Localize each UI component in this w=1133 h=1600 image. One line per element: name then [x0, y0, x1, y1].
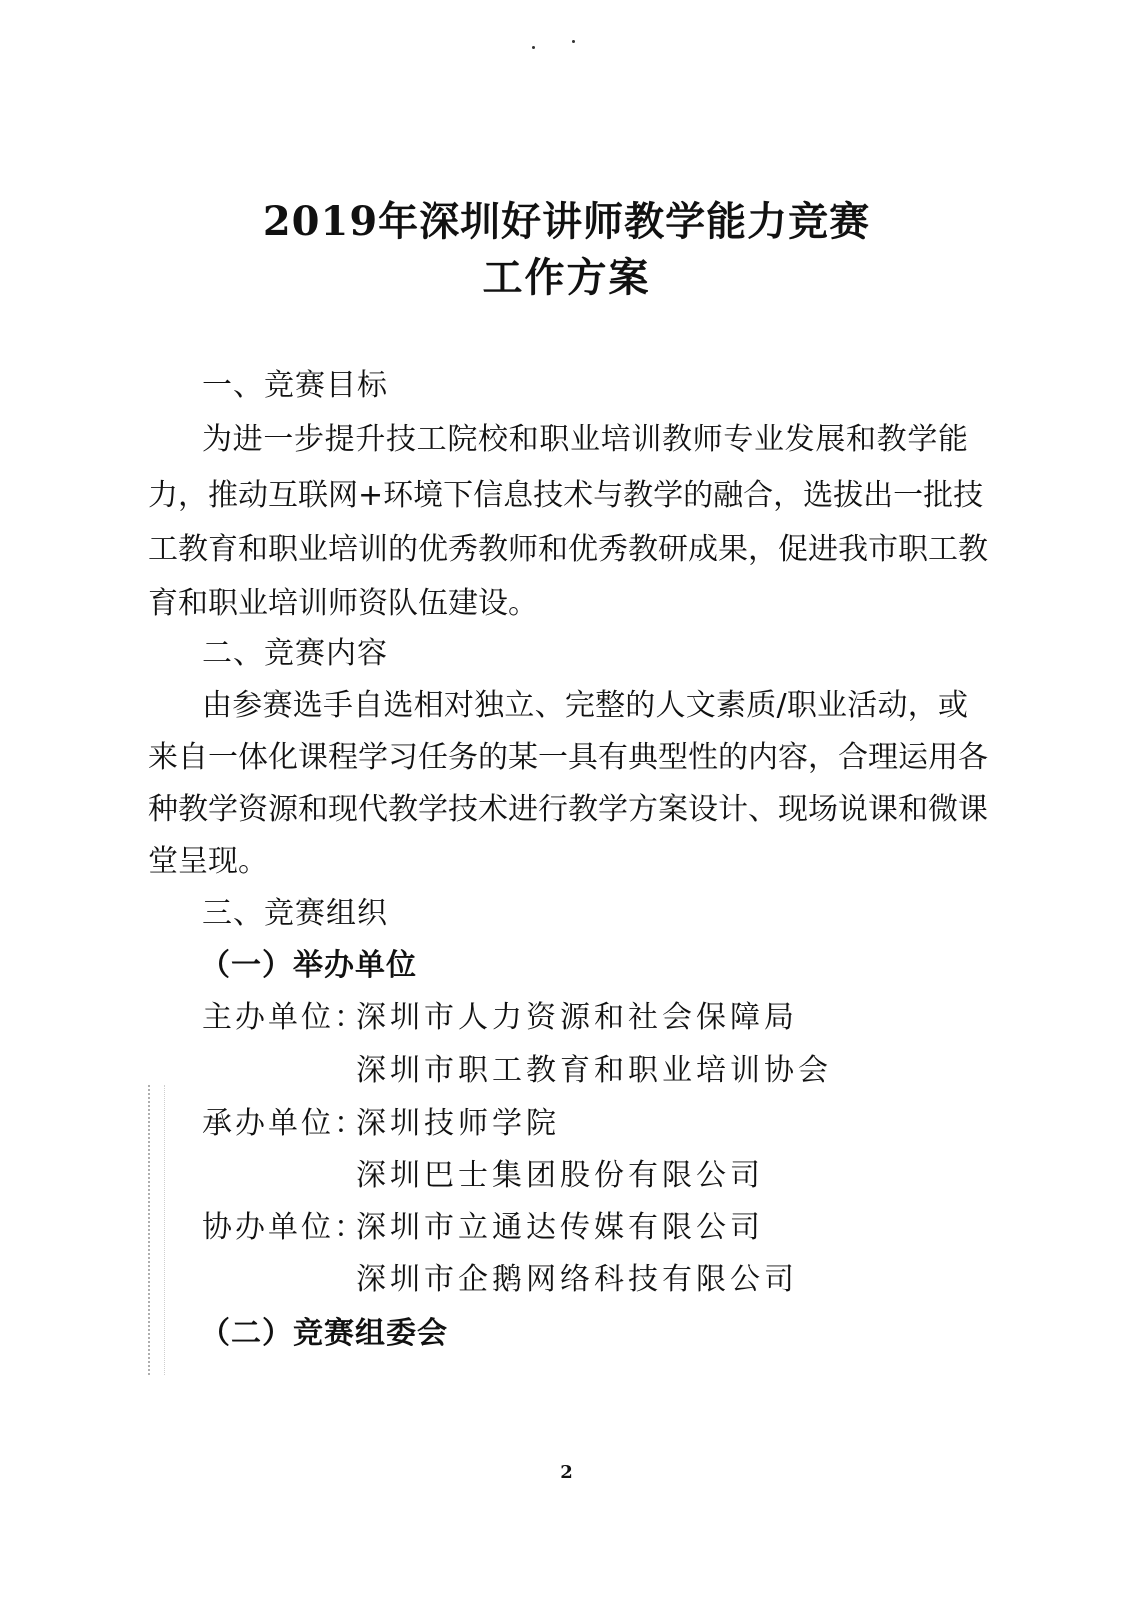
section-2-line: 种教学资源和现代教学技术进行教学方案设计、现场说课和微课 [148, 792, 988, 827]
document-subtitle: 工作方案 [482, 254, 651, 301]
section-1-heading: 一、竞赛目标 [202, 368, 388, 403]
scan-speck [532, 46, 535, 49]
section-2-line: 来自一体化课程学习任务的某一具有典型性的内容，合理运用各 [148, 740, 988, 775]
host-label: 主办单位： [202, 1000, 367, 1035]
section-1-line: 力，推动互联网+环境下信息技术与教学的融合，选拔出一批技 [148, 478, 984, 513]
section-1-line: 育和职业培训师资队伍建设。 [148, 586, 538, 621]
document-title: 2019年深圳好讲师教学能力竞赛 [262, 198, 871, 245]
organizer-label: 承办单位： [202, 1106, 367, 1141]
subsection-hosts-heading: （一）举办单位 [200, 948, 417, 983]
co-organizer-name: 深圳市企鹅网络科技有限公司 [356, 1262, 798, 1297]
organizer-name: 深圳技师学院 [356, 1106, 560, 1141]
organizer-name: 深圳巴士集团股份有限公司 [356, 1158, 764, 1193]
section-1-line: 工教育和职业培训的优秀教师和优秀教研成果，促进我市职工教 [148, 532, 988, 567]
section-3-heading: 三、竞赛组织 [202, 896, 388, 931]
section-2-line: 堂呈现。 [148, 844, 268, 879]
scan-binding-mark [148, 1085, 165, 1375]
host-name: 深圳市职工教育和职业培训协会 [356, 1053, 832, 1088]
page-number: 2 [560, 1462, 573, 1483]
subsection-committee-heading: （二）竞赛组委会 [200, 1316, 448, 1351]
section-1-line: 为进一步提升技工院校和职业培训教师专业发展和教学能 [202, 422, 968, 457]
section-2-line: 由参赛选手自选相对独立、完整的人文素质/职业活动，或 [202, 688, 968, 723]
co-organizer-name: 深圳市立通达传媒有限公司 [356, 1210, 764, 1245]
section-2-heading: 二、竞赛内容 [202, 636, 388, 671]
scan-speck [572, 40, 575, 43]
co-organizer-label: 协办单位： [202, 1210, 367, 1245]
host-name: 深圳市人力资源和社会保障局 [356, 1000, 798, 1035]
